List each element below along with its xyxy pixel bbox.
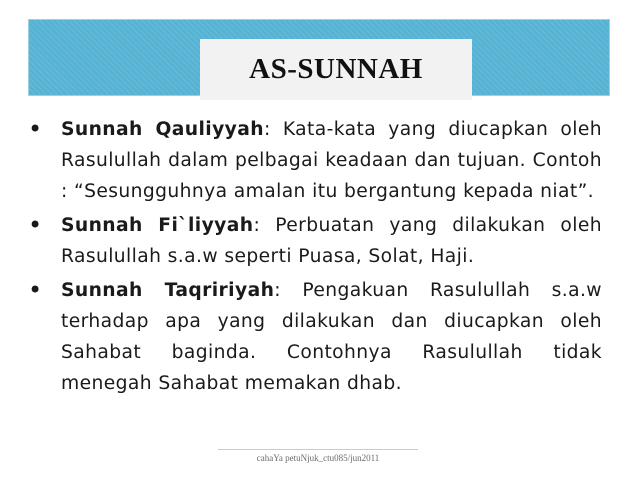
- title-bar: [28, 19, 610, 96]
- item-definition: : Kata-kata yang diucapkan oleh Rasulullah dalam pelbagai keadaan dan tujuan. Contoh : “Sesungguhnya amalan itu bergantung kepada niat”.: [61, 119, 602, 202]
- list-item-taqririyah: [28, 275, 602, 399]
- slide-title: AS-SUNNAH: [249, 53, 423, 85]
- list-item-qauliyyah: [28, 114, 602, 207]
- item-term: Sunnah Taqririyah: [61, 280, 275, 301]
- list-item-filiyyah: [28, 210, 602, 272]
- list-item-text: [61, 114, 602, 207]
- item-definition: : Pengakuan Rasulullah s.a.w terhadap apa yang dilakukan dan diucapkan oleh Sahabat baginda. Contohnya Rasulullah tidak menegah Sahabat memakan dhab.: [61, 280, 602, 394]
- bullet-icon: •: [28, 211, 43, 239]
- bullet-icon: •: [28, 276, 43, 304]
- item-term: Sunnah Qauliyyah: [61, 119, 264, 140]
- slide-footer: cahaYa petuNjuk_ctu085/jun2011: [218, 449, 418, 463]
- bullet-list: [28, 114, 602, 402]
- item-term: Sunnah Fi`liyyah: [61, 215, 254, 236]
- bullet-icon: •: [28, 115, 43, 143]
- list-item-text: [61, 275, 602, 399]
- item-definition: : Perbuatan yang dilakukan oleh Rasulullah s.a.w seperti Puasa, Solat, Haji.: [61, 215, 603, 267]
- list-item-text: [61, 210, 602, 272]
- title-box: [200, 39, 472, 100]
